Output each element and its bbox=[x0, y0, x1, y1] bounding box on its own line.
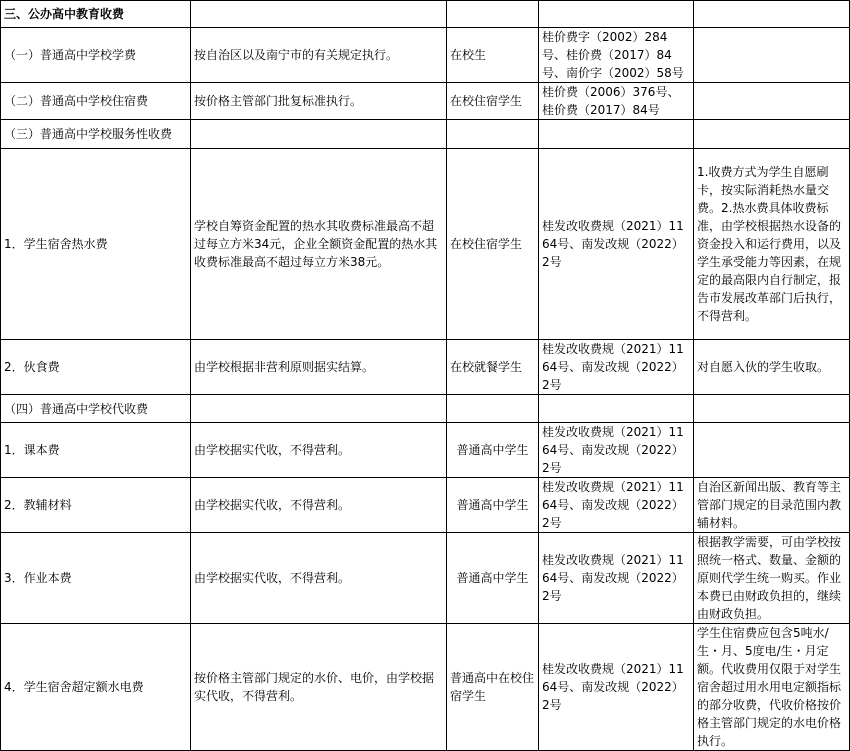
basis-cell: 桂发改收费规（2021）1164号、南发改规（2022）2号 bbox=[539, 533, 694, 624]
item-cell: 1．学生宿舍热水费 bbox=[1, 149, 191, 340]
target-cell bbox=[447, 120, 539, 149]
target-cell: 普通高中学生 bbox=[447, 423, 539, 478]
basis-cell: 桂价费（2006）376号、桂价费（2017）84号 bbox=[539, 83, 694, 120]
target-cell: 在校住宿学生 bbox=[447, 149, 539, 340]
basis-cell: 桂发改收费规（2021）1164号、南发改规（2022）2号 bbox=[539, 340, 694, 395]
target-cell: 在校就餐学生 bbox=[447, 340, 539, 395]
basis-cell: 桂发改收费规（2021）1164号、南发改规（2022）2号 bbox=[539, 624, 694, 751]
table-row bbox=[1, 149, 850, 340]
standard-cell bbox=[191, 395, 447, 423]
target-cell bbox=[447, 395, 539, 423]
item-cell: 3．作业本费 bbox=[1, 533, 191, 624]
item-cell: 4．学生宿舍超定额水电费 bbox=[1, 624, 191, 751]
remark-cell bbox=[694, 423, 850, 478]
table-row bbox=[1, 83, 850, 120]
remark-cell: 1.收费方式为学生自愿刷卡，按实际消耗热水量交费。2.热水费具体收费标准，由学校根据热水设备的资金投入和运行费用，以及学生承受能力等因素，在规定的最高限内自行制定，报告市发展改革部门后执行，不得营利。 bbox=[694, 149, 850, 340]
basis-cell bbox=[539, 120, 694, 149]
remark-cell: 学生住宿费应包含5吨水/生・月、5度电/生・月定额。代收费用仅限于对学生宿舍超过用水用电定额指标的部分收费，代收价格按价格主管部门规定的水电价格执行。 bbox=[694, 624, 850, 751]
remark-cell: 自治区新闻出版、教育等主管部门规定的目录范围内教辅材料。 bbox=[694, 478, 850, 533]
remark-cell bbox=[694, 120, 850, 149]
section-header-row bbox=[1, 1, 850, 28]
table-row bbox=[1, 478, 850, 533]
item-cell: （二）普通高中学校住宿费 bbox=[1, 83, 191, 120]
remark-cell: 对自愿入伙的学生收取。 bbox=[694, 340, 850, 395]
standard-cell: 按价格主管部门规定的水价、电价，由学校据实代收，不得营利。 bbox=[191, 624, 447, 751]
target-cell: 普通高中在校住宿学生 bbox=[447, 624, 539, 751]
table-row bbox=[1, 340, 850, 395]
basis-cell: 桂发改收费规（2021）1164号、南发改规（2022）2号 bbox=[539, 478, 694, 533]
item-cell: 2．教辅材料 bbox=[1, 478, 191, 533]
basis-cell bbox=[539, 395, 694, 423]
basis-cell: 桂发改收费规（2021）1164号、南发改规（2022）2号 bbox=[539, 423, 694, 478]
standard-cell: 学校自筹资金配置的热水其收费标准最高不超过每立方米34元，企业全额资金配置的热水其收费标准最高不超过每立方米38元。 bbox=[191, 149, 447, 340]
item-cell: （一）普通高中学校学费 bbox=[1, 28, 191, 83]
empty-cell bbox=[447, 1, 539, 28]
target-cell: 在校住宿学生 bbox=[447, 83, 539, 120]
table-row bbox=[1, 120, 850, 149]
target-cell: 在校生 bbox=[447, 28, 539, 83]
remark-cell: 根据教学需要，可由学校按照统一格式、数量、金额的原则代学生统一购买。作业本费已由财政负担的，继续由财政负担。 bbox=[694, 533, 850, 624]
remark-cell bbox=[694, 83, 850, 120]
item-cell: 2．伙食费 bbox=[1, 340, 191, 395]
standard-cell: 由学校据实代收，不得营利。 bbox=[191, 423, 447, 478]
table-row bbox=[1, 28, 850, 83]
empty-cell bbox=[191, 1, 447, 28]
standard-cell: 由学校据实代收，不得营利。 bbox=[191, 478, 447, 533]
item-cell: 1．课本费 bbox=[1, 423, 191, 478]
standard-cell: 由学校据实代收，不得营利。 bbox=[191, 533, 447, 624]
table-row bbox=[1, 624, 850, 751]
remark-cell bbox=[694, 395, 850, 423]
remark-cell bbox=[694, 28, 850, 83]
empty-cell bbox=[694, 1, 850, 28]
item-cell: （三）普通高中学校服务性收费 bbox=[1, 120, 191, 149]
table-row bbox=[1, 395, 850, 423]
standard-cell: 由学校根据非营利原则据实结算。 bbox=[191, 340, 447, 395]
basis-cell: 桂价费字（2002）284号、桂价费（2017）84号、南价字（2002）58号 bbox=[539, 28, 694, 83]
basis-cell: 桂发改收费规（2021）1164号、南发改规（2022）2号 bbox=[539, 149, 694, 340]
empty-cell bbox=[539, 1, 694, 28]
section-title: 三、公办高中教育收费 bbox=[1, 1, 191, 28]
target-cell: 普通高中学生 bbox=[447, 478, 539, 533]
table-row bbox=[1, 533, 850, 624]
table-row bbox=[1, 423, 850, 478]
target-cell: 普通高中学生 bbox=[447, 533, 539, 624]
standard-cell: 按自治区以及南宁市的有关规定执行。 bbox=[191, 28, 447, 83]
standard-cell: 按价格主管部门批复标准执行。 bbox=[191, 83, 447, 120]
standard-cell bbox=[191, 120, 447, 149]
item-cell: （四）普通高中学校代收费 bbox=[1, 395, 191, 423]
